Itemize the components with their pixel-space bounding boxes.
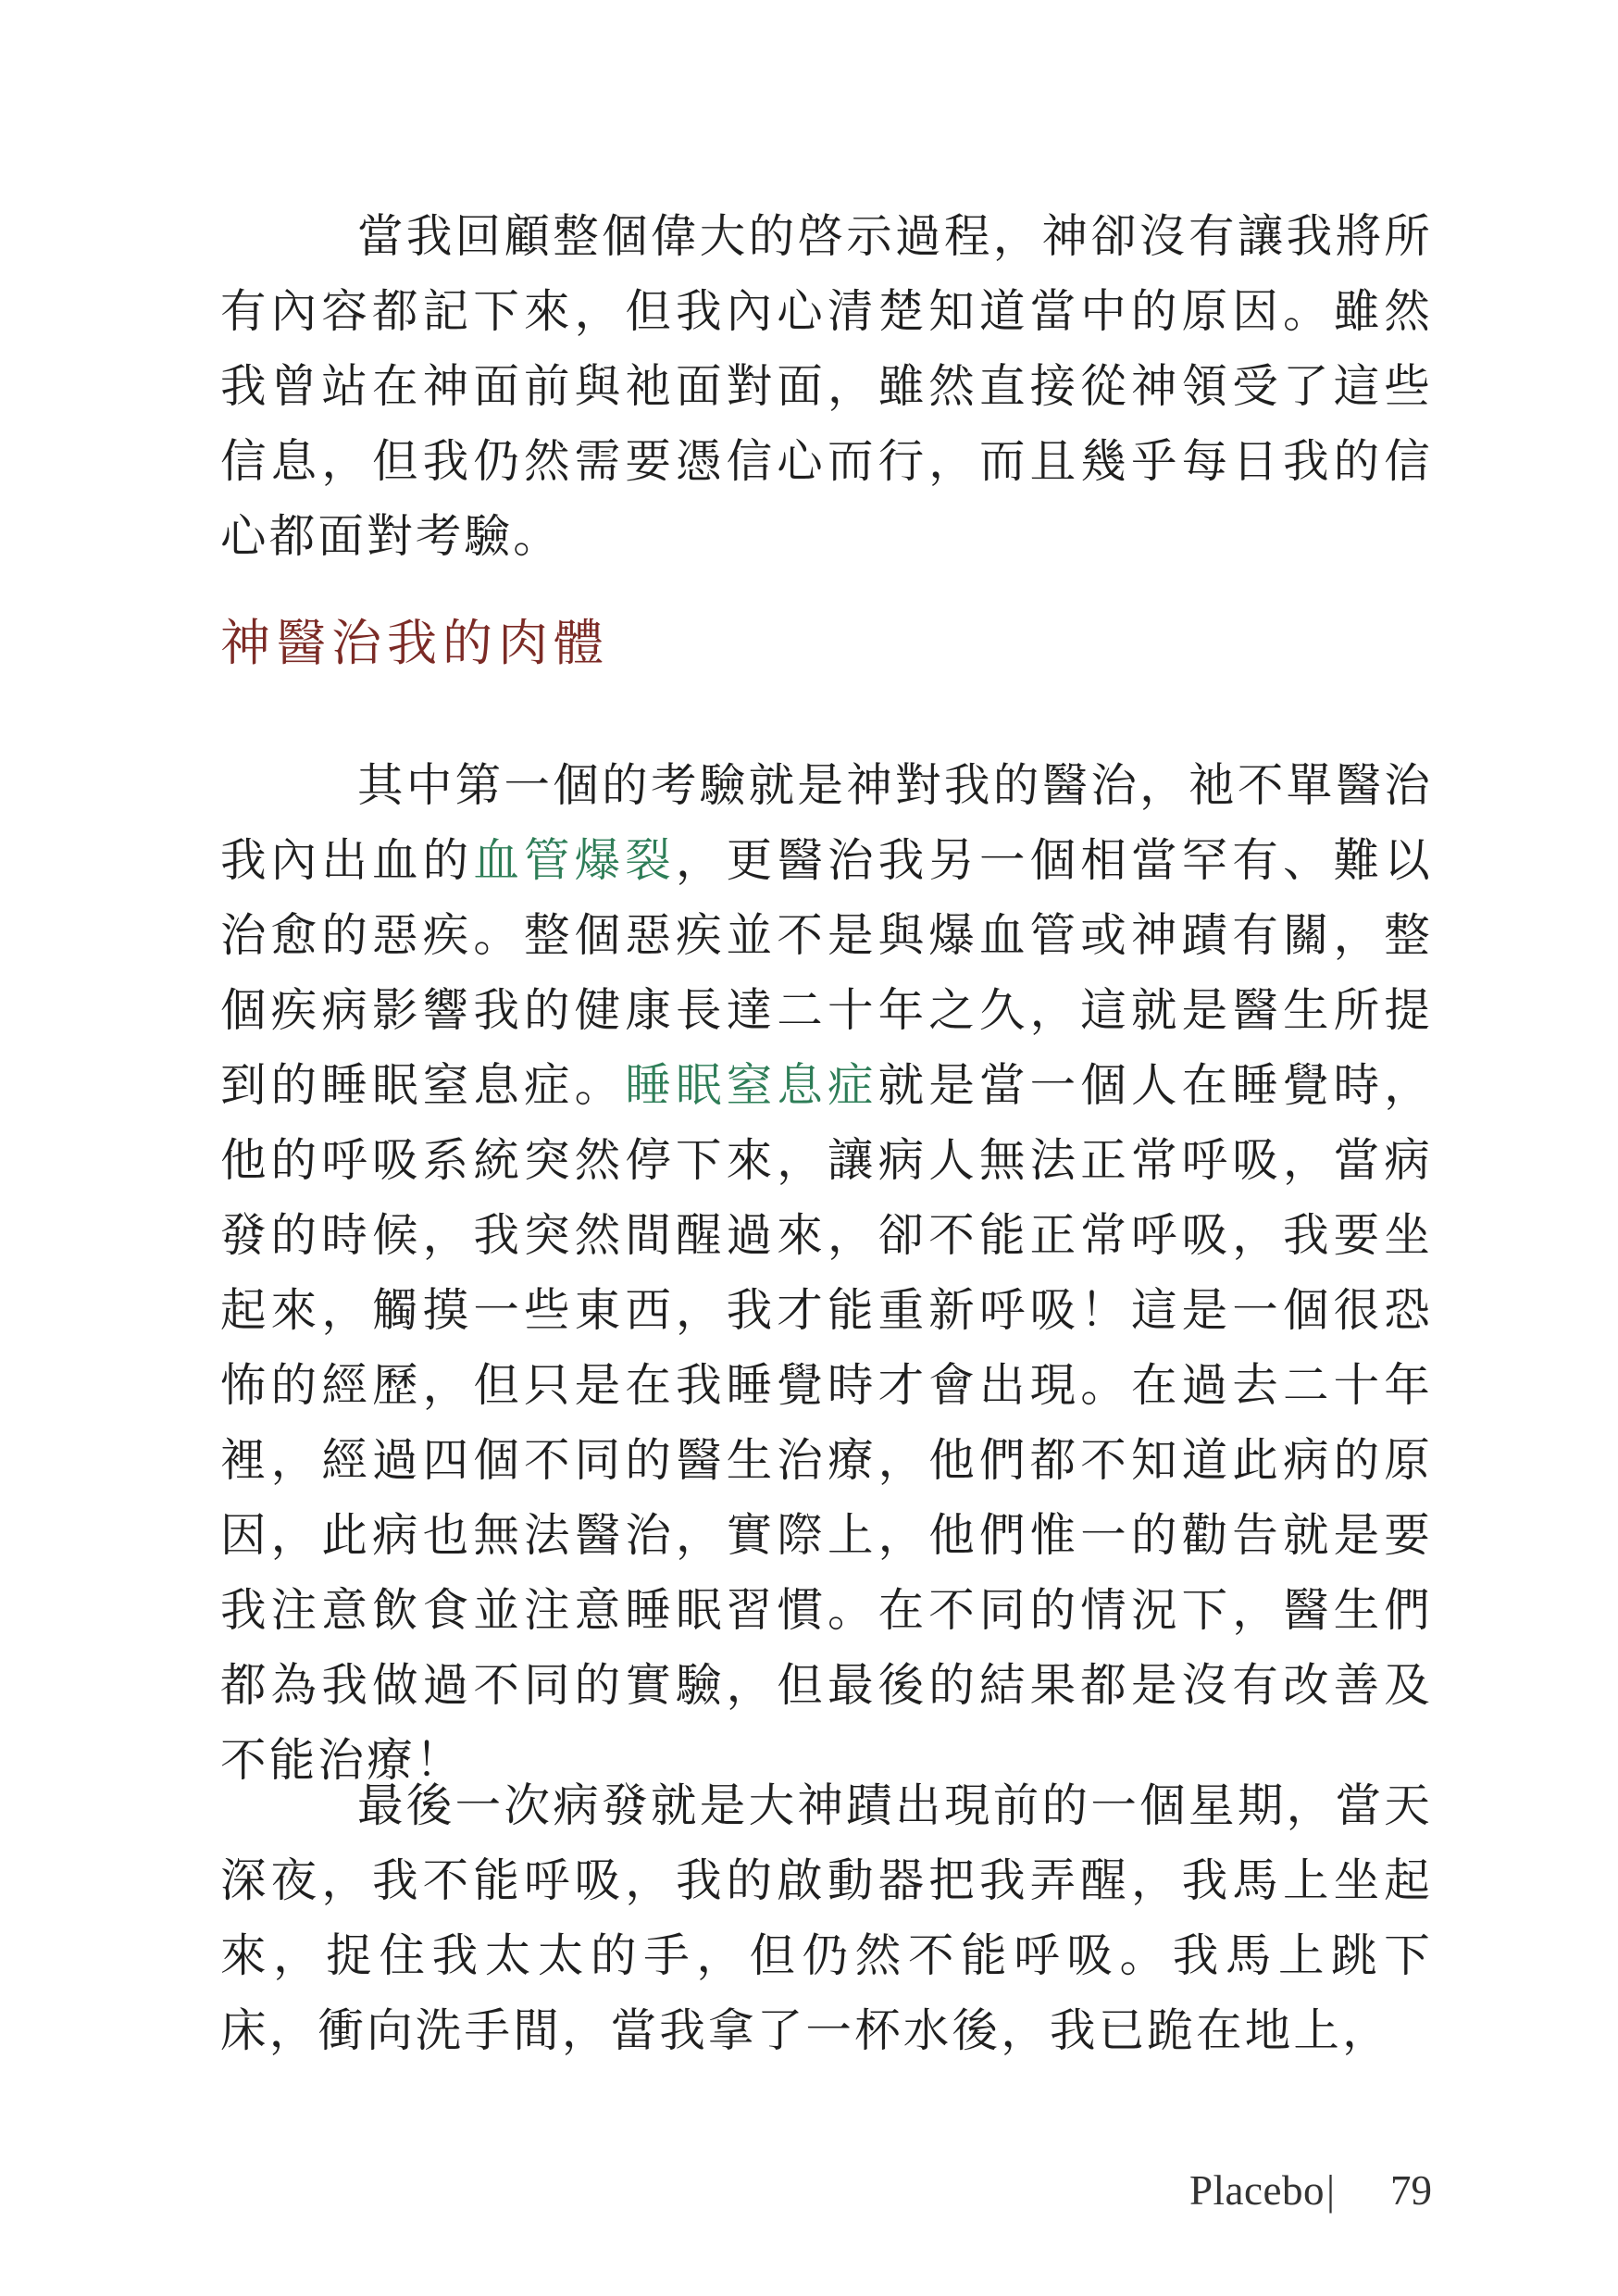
paragraph-revelation (220, 199, 1433, 574)
page-footer (1189, 2163, 1432, 2218)
text-segment: ，更醫治我另一個相當罕有、難以治愈的惡疾。整個惡疾並不是與爆血管或神蹟有關，整個疾病影響我的健康長達二十年之久，這就是醫生所提到的睡眠窒息症。 (220, 833, 1434, 1112)
paragraph-healing (220, 748, 1433, 1798)
page-number: 79 (1389, 2167, 1432, 2214)
paragraph-last-attack (220, 1768, 1433, 2068)
footer-separator: | (1326, 2167, 1335, 2214)
text-segment: 就是當一個人在睡覺時，他的呼吸系統突然停下來，讓病人無法正常呼吸，當病發的時候，我突然間醒過來，卻不能正常呼吸，我要坐起來，觸摸一些東西，我才能重新呼吸！這是一個很恐怖的經歷，但只是在我睡覺時才會出現。在過去二十年裡，經過四個不同的醫生治療，他們都不知道此病的原因，此病也無法醫治，實際上，他們惟一的勸告就是要我注意飲食並注意睡眠習慣。在不同的情況下，醫生們都為我做過不同的實驗，但最後的結果都是沒有改善及不能治療！ (220, 1058, 1434, 1787)
highlighted-term-blood-vessel: 血管爆裂 (473, 833, 676, 887)
highlighted-term-sleep-apnea: 睡眠窒息症 (625, 1058, 878, 1112)
paragraph-text: 最後一次病發就是大神蹟出現前的一個星期，當天深夜，我不能呼吸，我的啟動器把我弄醒，我馬上坐起來，捉住我太太的手，但仍然不能呼吸。我馬上跳下床，衝向洗手間，當我拿了一杯水後，我已跪在地上， (220, 1778, 1433, 2057)
text-segment: 其中第一個的考驗就是神對我的醫治，祂不單醫治我內出血的 (220, 758, 1433, 887)
section-heading: 神醫治我的肉體 (220, 614, 609, 672)
paragraph-text: 當我回顧整個偉大的啓示過程，神卻沒有讓我將所有內容都記下來，但我內心清楚知道當中的原因。雖然我曾站在神面前與祂面對面，雖然直接從神領受了這些信息，但我仍然需要憑信心而行，而且幾乎每日我的信心都面對考驗。 (220, 209, 1433, 563)
paragraph-text (220, 748, 1433, 1798)
book-title: Placebo (1189, 2167, 1325, 2214)
